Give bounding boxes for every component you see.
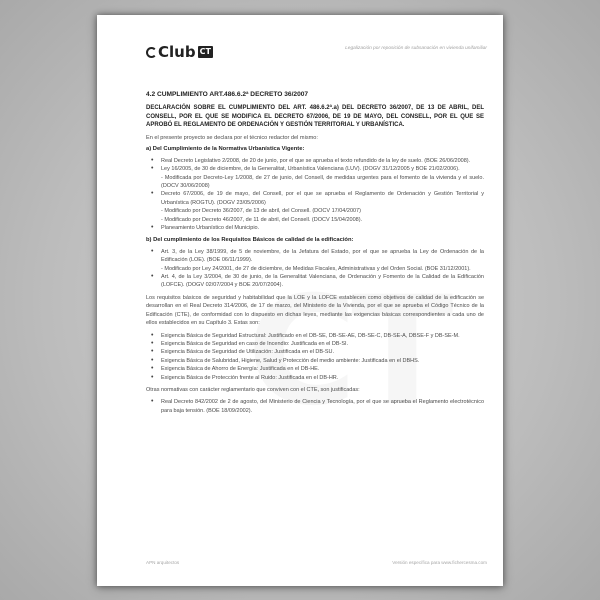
list-item-text: Real Decreto 842/2002 de 2 de agosto, del Ministerio de Ciencia y Tecnología, por el que se aprueba el Reglamento electrotécnico para baja tensión. (BOE 18/09/2002). (161, 399, 484, 414)
list-item (146, 332, 484, 340)
clubct-logo (146, 43, 213, 61)
list-item-text: Exigencia Básica de Protección frente al Ruido: Justificada en el DB-HR. (161, 374, 339, 381)
section-a-title: a) Del Cumplimiento de la Normativa Urbanística Vigente: (146, 146, 305, 153)
bullet-icon: • (151, 398, 154, 406)
list-item-subtext: - Modificado por Decreto 46/2007, de 11 de abril, del Consell. (DOCV 15/04/2008). (161, 216, 363, 223)
list-item (146, 365, 484, 373)
list-item-subtext: - Modificado por Decreto 36/2007, de 13 de abril, del Consell. (DOCV 17/04/2007) (161, 208, 361, 215)
list-item (146, 348, 484, 356)
list-item (146, 157, 484, 165)
bullet-icon: • (151, 190, 154, 198)
requirements-paragraph: Los requisitos básicos de seguridad y habitabilidad que la LOE y la LOFCE establecen como objetivos de calidad de la edificación se desarrollan en el Real Decreto 314/2006, de 17 de marzo, del Ministerio de la Vivienda, por el que se aprueba el Código Técnico de la Edificación (CTE), de conformidad con lo dispuesto en dichas leyes, mediante las exigencias básicas correspondientes a cada uno de ellos establecidos en su Capítulo 3. Estas son: (146, 294, 484, 327)
list-item (146, 398, 484, 415)
list-item (146, 165, 484, 190)
page-header (97, 15, 503, 65)
section-b-list (146, 248, 484, 290)
declaration-heading: DECLARACIÓN SOBRE EL CUMPLIMIENTO DEL ART. 486.6.2ª.a) DEL DECRETO 36/2007, DE 13 DE ABRIL, DEL CONSELL, POR EL QUE SE MODIFICA EL DECRETO 67/2006, DE 19 DE MAYO, DEL CONSELL, POR EL QUE SE APROBÓ EL REGLAMENTO DE ORDENACIÓN Y GESTIÓN TERRITORIAL Y URBANÍSTICA. (146, 105, 484, 129)
list-item-text: Exigencia Básica de Ahorro de Energía: Justificada en el DB-HE. (161, 366, 320, 373)
list-item-text: Planeamiento Urbanístico del Municipio. (161, 224, 260, 231)
list-item-subtext: - Modificada por Decreto-Ley 1/2008, de 27 de junio, del Consell, de medidas urgentes para el fomento de la vivienda y el suelo. (DOCV 30/06/2008) (161, 174, 484, 189)
list-item-text: Exigencia Básica de Seguridad de Utilización: Justificada en el DB-SU. (161, 349, 335, 356)
section-a-list (146, 157, 484, 233)
list-item-text: Exigencia Básica de Seguridad en caso de Incendio: Justificada en el DB-SI. (161, 340, 349, 347)
list-item (146, 190, 484, 224)
list-item (146, 357, 484, 365)
list-item-text: Real Decreto Legislativo 2/2008, de 20 de junio, por el que se aprueba el texto refundido de la ley de suelo. (BOE 26/06/2008). (161, 157, 471, 164)
list-item-subtext: - Modificado por Ley 24/2001, de 27 de diciembre, de Medidas Fiscales, Administrativas y del Orden Social. (BOE 31/12/2001). (161, 265, 471, 272)
intro-text: En el presente proyecto se declara por el técnico redactor del mismo: (146, 134, 318, 141)
list-item-text: Art. 4, de la Ley 3/2004, de 30 de junio, de la Generalitat Valenciana, de Ordenación y Fomento de la Calidad de la Edificación (LOFCE). (DOGV 02/07/2004 y BOE 20/07/2004). (161, 274, 484, 289)
bullet-icon: • (151, 156, 154, 164)
other-regulations-list (146, 398, 484, 415)
list-item-text: Exigencia Básica de Salubridad, Higiene, Salud y Protección del medio ambiente: Justificada en el DBHS. (161, 357, 420, 364)
page-footer (146, 560, 487, 565)
list-item (146, 248, 484, 273)
bullet-icon: • (151, 365, 154, 373)
section-b-title: b) Del cumplimiento de los Requisitos Básicos de calidad de la edificación: (146, 237, 354, 244)
list-item (146, 374, 484, 382)
list-item (146, 224, 484, 232)
list-item-text: Decreto 67/2006, de 19 de mayo, del Consell, por el que se aprueba el Reglamento de Ordenación y Gestión Territorial y Urbanística (ROGTU). (DOGV 23/05/2006) (161, 191, 484, 206)
other-regulations-paragraph: Otras normativas con carácter reglamentario que conviven con el CTE, son justificadas: (146, 386, 360, 393)
bullet-icon: • (151, 373, 154, 381)
list-item (146, 340, 484, 348)
logo-ring-icon (146, 47, 157, 58)
footer-left: APN arquitectos (146, 560, 180, 565)
header-note: Legalización por reposición de subsanación en vivienda unifamiliar (345, 46, 487, 51)
document-body (146, 91, 484, 419)
bullet-icon: • (151, 348, 154, 356)
exigencias-list (146, 332, 484, 382)
list-item-text: Exigencia Básica de Seguridad Estructural: Justificado en el DB-SE, DB-SE-AE, DB-SE-C, DB-SE-A, DBSE-F y DB-SE-M. (161, 332, 460, 339)
bullet-icon: • (151, 339, 154, 347)
list-item (146, 273, 484, 290)
bullet-icon: • (151, 331, 154, 339)
list-item-text: Ley 16/2005, de 30 de diciembre, de la Generalitat, Urbanística Valenciana (LUV). (DOGV 31/12/2005 y BOE 21/02/2006). (161, 166, 460, 173)
logo-box: CT (199, 47, 211, 56)
logo-text: Club (158, 43, 196, 61)
footer-right: Versión específica para www.fichercesma.com (392, 560, 487, 565)
bullet-icon: • (151, 273, 154, 281)
document-page (97, 15, 503, 586)
bullet-icon: • (151, 356, 154, 364)
bullet-icon: • (151, 247, 154, 255)
section-title: 4.2 CUMPLIMIENTO ART.486.6.2ª DECRETO 36/2007 (146, 91, 309, 98)
bullet-icon: • (151, 223, 154, 231)
list-item-text: Art. 3, de la Ley 38/1999, de 5 de noviembre, de la Jefatura del Estado, por el que se aprueba la Ley de Ordenación de la Edificación (LOE). (BOE 06/11/1999). (161, 248, 484, 264)
bullet-icon: • (151, 165, 154, 173)
